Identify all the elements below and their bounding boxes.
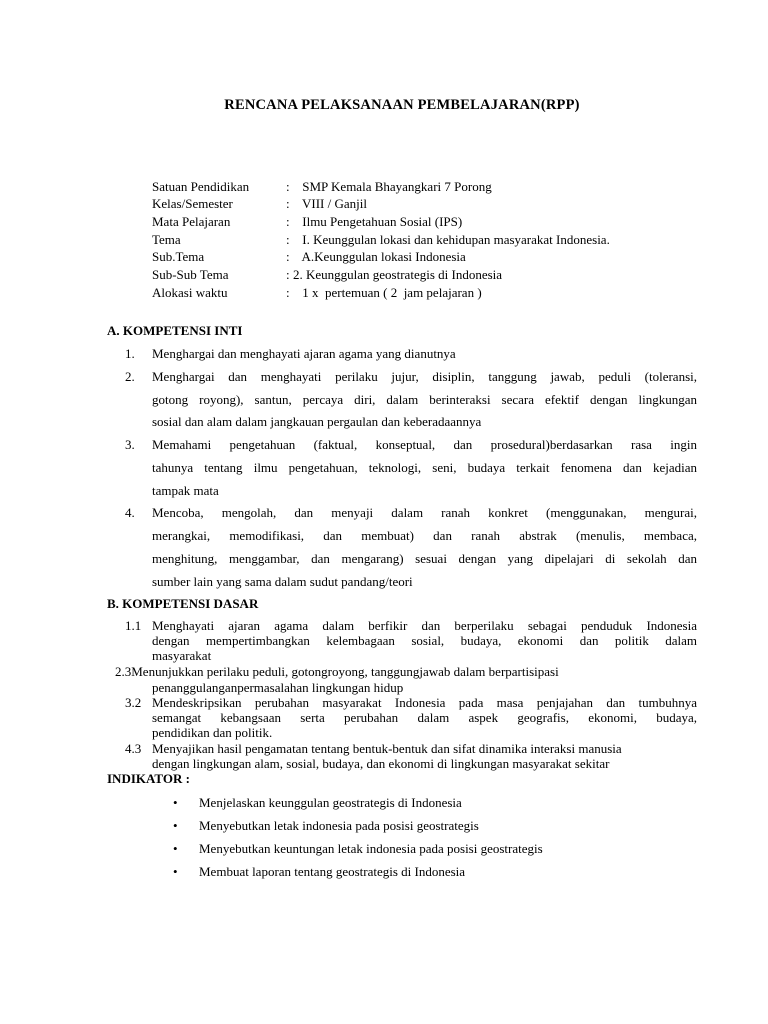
- indikator-text: Menyebutkan letak indonesia pada posisi geostrategis: [199, 818, 479, 833]
- kd-line: dengan mempertimbangkan kelembagaan sosial, budaya, ekonomi dan politik dalam: [152, 633, 697, 648]
- identity-value: I. Keunggulan lokasi dan kehidupan masyarakat Indonesia.: [299, 232, 610, 247]
- kd-line: penanggulanganpermasalahan lingkungan hidup: [152, 680, 404, 695]
- ki-line: sumber lain yang sama dalam sudut pandang/teori: [152, 574, 413, 589]
- kd-number: 3.2: [125, 695, 142, 710]
- identity-colon: :: [286, 285, 290, 300]
- kd-number: 4.3: [125, 741, 142, 756]
- identity-colon: :: [286, 196, 290, 211]
- ki-line: gotong royong), santun, percaya diri, dalam berinteraksi secara efektif dengan lingkungan: [152, 392, 697, 407]
- identity-label: Satuan Pendidikan: [152, 179, 250, 194]
- identity-label: Mata Pelajaran: [152, 214, 231, 229]
- ki-line: tahunya tentang ilmu pengetahuan, teknologi, seni, budaya terkait fenomena dan kejadian: [152, 460, 697, 475]
- bullet-icon: •: [173, 795, 178, 810]
- bullet-icon: •: [173, 864, 178, 879]
- identity-label: Alokasi waktu: [152, 285, 228, 300]
- identity-value: 2. Keunggulan geostrategis di Indonesia: [293, 267, 503, 282]
- ki-line: sosial dan alam dalam jangkauan pergaulan dan keberadaannya: [152, 414, 482, 429]
- identity-colon: :: [286, 267, 290, 282]
- ki-number: 3.: [125, 437, 135, 452]
- ki-line: tampak mata: [152, 483, 219, 498]
- ki-line: menghitung, menggambar, dan mengarang) sesuai dengan yang dipelajari di sekolah dan: [152, 551, 697, 566]
- identity-value: Ilmu Pengetahuan Sosial (IPS): [299, 214, 463, 229]
- ki-line: Menghargai dan menghayati perilaku jujur, disiplin, tanggung jawab, peduli (toleransi,: [152, 369, 697, 384]
- ki-line: merangkai, memodifikasi, dan membuat) dan ranah abstrak (menulis, membaca,: [152, 528, 697, 543]
- identity-label: Sub-Sub Tema: [152, 267, 229, 282]
- bullet-icon: •: [173, 818, 178, 833]
- identity-label: Tema: [152, 232, 181, 247]
- kd-line: dengan lingkungan alam, sosial, budaya, dan ekonomi di lingkungan masyarakat sekitar: [152, 756, 610, 771]
- kd-line: Menyajikan hasil pengamatan tentang bentuk-bentuk dan sifat dinamika interaksi manusia: [152, 741, 622, 756]
- kd-line: Mendeskripsikan perubahan masyarakat Indonesia pada masa penjajahan dan tumbuhnya: [152, 695, 697, 710]
- kd-line: pendidikan dan politik.: [152, 725, 273, 740]
- kd-line: semangat kebangsaan serta perubahan dalam aspek geografis, ekonomi, budaya,: [152, 710, 697, 725]
- section-heading-ki: A. KOMPETENSI INTI: [107, 323, 243, 338]
- ki-number: 4.: [125, 505, 135, 520]
- kd-line: Menghayati ajaran agama dalam berfikir dan berperilaku sebagai penduduk Indonesia: [152, 618, 697, 633]
- identity-label: Sub.Tema: [152, 249, 205, 264]
- bullet-icon: •: [173, 841, 178, 856]
- section-heading-indikator: INDIKATOR :: [107, 771, 190, 786]
- identity-value: 1 x pertemuan ( 2 jam pelajaran ): [299, 285, 482, 300]
- ki-line: Memahami pengetahuan (faktual, konseptual, dan prosedural)berdasarkan rasa ingin: [152, 437, 697, 452]
- kd-number: 1.1: [125, 618, 142, 633]
- identity-colon: :: [286, 249, 290, 264]
- document-title: RENCANA PELAKSANAAN PEMBELAJARAN(RPP): [224, 97, 580, 113]
- indikator-text: Menjelaskan keunggulan geostrategis di Indonesia: [199, 795, 462, 810]
- kd-number: 2.3Menunjukkan perilaku peduli, gotongroyong, tanggungjawab dalam berpartisipasi: [115, 664, 559, 679]
- identity-colon: :: [286, 214, 290, 229]
- identity-colon: :: [286, 179, 290, 194]
- ki-number: 1.: [125, 346, 135, 361]
- indikator-text: Membuat laporan tentang geostrategis di Indonesia: [199, 864, 466, 879]
- kd-line: masyarakat: [152, 648, 212, 663]
- section-heading-kd: B. KOMPETENSI DASAR: [107, 596, 259, 611]
- identity-label: Kelas/Semester: [152, 196, 233, 211]
- identity-colon: :: [286, 232, 290, 247]
- identity-value: VIII / Ganjil: [299, 196, 367, 211]
- indikator-text: Menyebutkan keuntungan letak indonesia pada posisi geostrategis: [199, 841, 543, 856]
- identity-value: A.Keunggulan lokasi Indonesia: [299, 249, 466, 264]
- identity-value: SMP Kemala Bhayangkari 7 Porong: [299, 179, 492, 194]
- ki-line: Mencoba, mengolah, dan menyaji dalam ranah konkret (menggunakan, mengurai,: [152, 505, 697, 520]
- ki-line: Menghargai dan menghayati ajaran agama yang dianutnya: [152, 346, 456, 361]
- ki-number: 2.: [125, 369, 135, 384]
